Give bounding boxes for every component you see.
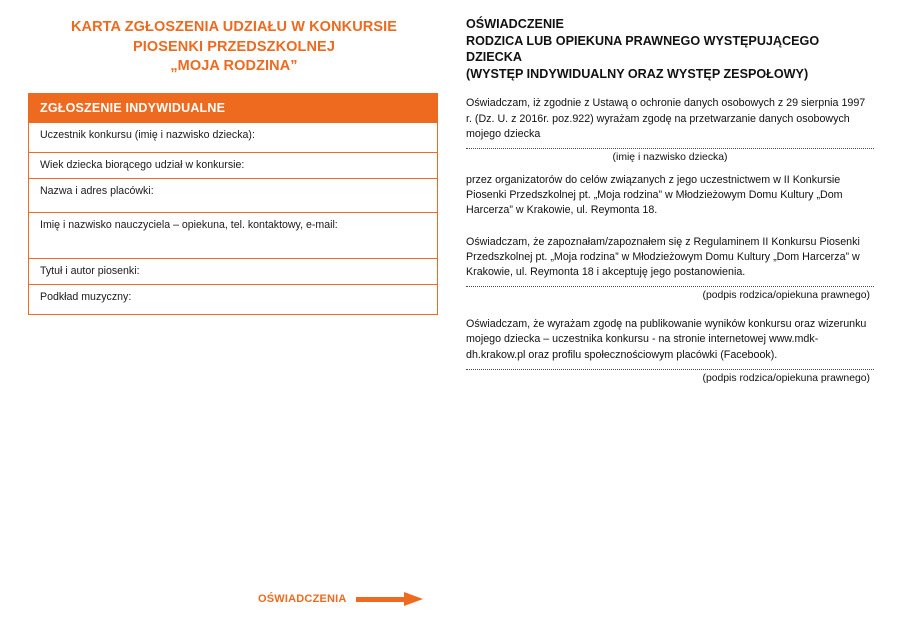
- arrow-right-icon: [356, 592, 424, 606]
- declarations-pointer-label: OŚWIADCZENIA: [258, 593, 347, 605]
- caption-guardian-2: (podpis rodzica/opiekuna prawnego): [702, 372, 870, 384]
- declaration-paragraph-3: Oświadczam, że zapoznałam/zapoznałem się z Regulaminem II Konkursu Piosenki Przedszkolnej pt. „Moja rodzina” w Młodzieżowym Domu Kultury „Dom Harcerza” w Krakowie, ul. Reymonta 18 i akceptuję jego postanowienia.: [466, 235, 860, 278]
- field-backing-track[interactable]: Podkład muzyczny:: [29, 284, 437, 314]
- form-title-line-2: PIOSENKI PRZEDSZKOLNEJ: [132, 38, 335, 55]
- declaration-paragraph-2: przez organizatorów do celów związanych z jego uczestnictwem w II Konkursie Piosenki Przedszkolnej pt. „Moja rodzina” w Młodzieżowym Domu Kultury „Dom Harcerza” w Krakowie, ul. Reymonta 18.: [466, 174, 843, 217]
- form-title: [28, 18, 440, 77]
- field-teacher-contact[interactable]: Imię i nazwisko nauczyciela – opiekuna, tel. kontaktowy, e-mail:: [29, 212, 437, 258]
- entry-form-table: [28, 93, 438, 315]
- signature-line-guardian-2[interactable]: [466, 369, 874, 370]
- entry-form-section: [28, 18, 440, 315]
- declaration-title: [466, 16, 874, 82]
- caption-guardian-1: (podpis rodzica/opiekuna prawnego): [702, 290, 870, 302]
- declaration-paragraph-4: Oświadczam, że wyrażam zgodę na publikowanie wyników konkursu oraz wizerunku mojego dziecka – uczestnika konkursu - na stronie internetowej www.mdk-dh.krakow.pl oraz profilu społecznościowym placówki (Facebook).: [466, 318, 867, 361]
- field-child-age[interactable]: Wiek dziecka biorącego udział w konkursie:: [29, 152, 437, 178]
- declaration-title-line-3: (WYSTĘP INDYWIDUALNY ORAZ WYSTĘP ZESPOŁOWY): [466, 66, 809, 81]
- field-song-title-author[interactable]: Tytuł i autor piosenki:: [29, 258, 437, 284]
- declaration-section: [466, 16, 874, 394]
- declarations-pointer: [258, 592, 424, 606]
- declaration-title-line-2: RODZICA LUB OPIEKUNA PRAWNEGO WYSTĘPUJĄCEGO DZIECKA: [466, 33, 820, 65]
- signature-line-child-name[interactable]: [466, 148, 874, 149]
- declaration-paragraph-1: Oświadczam, iż zgodnie z Ustawą o ochronie danych osobowych z 29 sierpnia 1997 r. (Dz. U. z 2016r. poz.922) wyrażam zgodę na przetwarzanie danych osobowych mojego dziecka: [466, 97, 866, 140]
- form-table-header: ZGŁOSZENIE INDYWIDUALNE: [29, 94, 437, 122]
- declaration-title-line-1: OŚWIADCZENIE: [466, 17, 564, 31]
- signature-line-guardian-1[interactable]: [466, 286, 874, 287]
- field-institution[interactable]: Nazwa i adres placówki:: [29, 178, 437, 212]
- caption-child-name: (imię i nazwisko dziecka): [612, 152, 728, 163]
- form-title-line-1: KARTA ZGŁOSZENIA UDZIAŁU W KONKURSIE: [70, 19, 398, 35]
- field-participant-name[interactable]: Uczestnik konkursu (imię i nazwisko dziecka):: [29, 122, 437, 152]
- form-title-line-3: „MOJA RODZINA”: [170, 58, 298, 75]
